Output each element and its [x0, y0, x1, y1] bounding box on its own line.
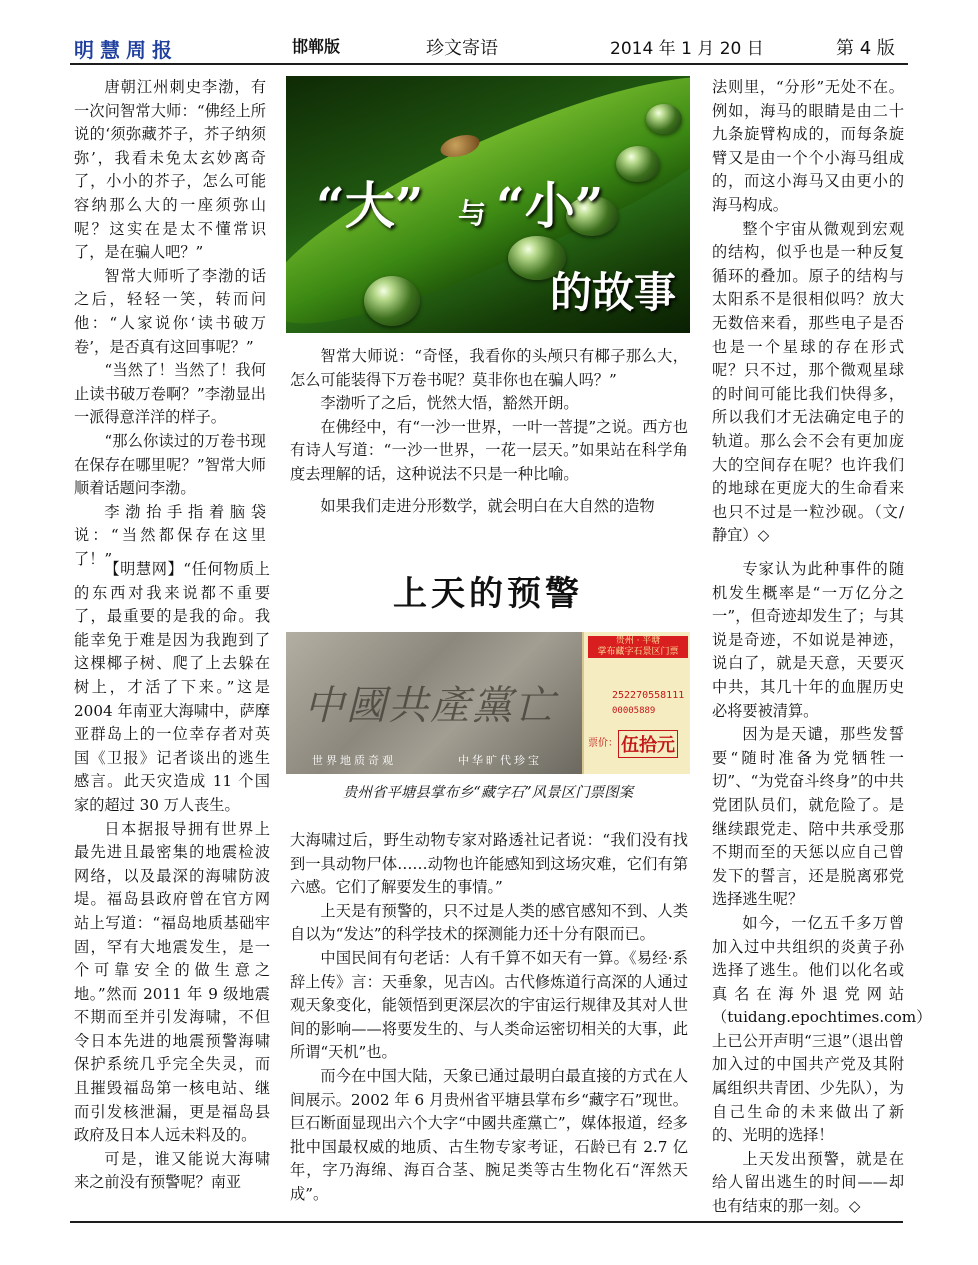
water-drop-icon: [646, 104, 682, 134]
paragraph: 整个宇宙从微观到宏观的结构，似乎也是一种反复循环的叠加。原子的结构与太阳系不是很相似吗？放大无数倍来看，那些电子是否也是一个星球的存在形式呢？只不过，那个微观星球的时间可能比我们快得多，所以我们才无法确定电子的轨道。那么会不会有更加庞大的空间存在呢？也许我们的地球在更庞大的生命看来也只不过是一粒沙砚。（文/静宜）◇: [712, 219, 904, 545]
paragraph: 法则里，“分形”无处不在。例如，海马的眼睛是由二十九条旋臂构成的，而每条旋臂又是由一个个小海马组成的，而这小海马又由更小的海马构成。: [712, 78, 904, 214]
paragraph: “当然了！当然了！我何止读书破万卷啊？”李渤显出一派得意洋洋的样子。: [74, 361, 266, 427]
story1-title-line2: 的故事: [550, 268, 677, 317]
paragraph: 大海啸过后，野生动物专家对路透社记者说：“我们没有找到一具动物尸体……动物也许能感知到这场灾难，它们有第六感。它们了解要发生的事情。”: [290, 831, 688, 897]
ticket-header: [588, 636, 688, 658]
inscribed-rock-image: [286, 632, 582, 774]
ticket-code: 00005889: [612, 706, 656, 716]
paragraph: 李渤抬手指着脑袋说：“当然都保存在这里了！”: [74, 502, 266, 568]
story1-title-part1: “大”: [316, 176, 424, 235]
paragraph: 唐朝江州刺史李渤，有一次问智常大师：“佛经上所说的‘须弥藏芥子，芥子纳须弥’，我看未免太玄妙离奇了，小小的芥子，怎么可能容纳那么大的一座须弥山呢？这实在是太不懂常识了，是在骗人吧？”: [74, 78, 266, 262]
story1-left-column: [74, 76, 266, 571]
paragraph: 在佛经中，有“一沙一世界，一叶一菩提”之说。西方也有诗人写道：“一沙一世界，一花一层天。”如果站在科学角度去理解的话，这种说法不只是一种比喻。: [290, 417, 688, 483]
edition-label: 邯郸版: [292, 37, 341, 56]
ticket-header-line1: 贵州 · 平塘: [615, 636, 661, 646]
entry-ticket-image: [582, 632, 690, 774]
ticket-price-label: 票价：: [588, 738, 618, 749]
story2-left-column: [74, 558, 270, 1195]
paragraph: 上天发出预警，就是在给人留出逃生的时间——却也有结束的那一刻。◇: [712, 1149, 904, 1216]
issue-date: 2014 年 1 月 20 日: [610, 39, 764, 59]
paragraph: “那么你读过的万卷书现在保存在哪里呢？”智常大师顺着话题问李渤。: [74, 431, 266, 498]
story2-photo-caption: 贵州省平塘县掌布乡“藏字石”风景区门票图案: [342, 785, 634, 801]
water-drop-icon: [364, 276, 420, 326]
paragraph: 因为是天谴，那些发誓要“随时准备为党牺牲一切”、“为党奋斗终身”的中共党团队员们，就危险了。是继续跟党走、陪中共承受那不期而至的天惩以应自己曾发下的誓言，还是脱离邪党选择逃生呢？: [712, 725, 904, 909]
ticket-header-line2: 掌布藏字石景区门票: [597, 647, 679, 657]
story1-right-column: [712, 76, 904, 548]
header-rule: [70, 63, 908, 65]
paragraph: 如果我们走进分形数学，就会明白在大自然的造物: [320, 496, 655, 515]
story2-heading: 上天的预警: [393, 574, 583, 614]
story2-right-column: [712, 558, 932, 1219]
rock-inscription: 中國共產黨亡: [304, 683, 556, 729]
story1-title-conj: 与: [458, 197, 487, 230]
paragraph: 中国民间有句老话：人有千算不如天有一算。《易经·系辞上传》言：天垂象，见吉凶。古代修炼道行高深的人通过观天象变化，能领悟到更深层次的宇宙运行规律及其对人世间的影响——将要发生的、与人类命运密切相关的大事，此所谓“天机”也。: [290, 948, 688, 1062]
paragraph: 智常大师听了李渤的话之后，轻轻一笑，转而问他：“人家说你‘读书破万卷’，是否真有这回事呢？”: [74, 266, 266, 356]
story1-title-part2: “小”: [496, 176, 604, 235]
story2-middle-column: [290, 829, 688, 1207]
section-label: 珍文寄语: [426, 38, 498, 59]
paragraph: 李渤听了之后，恍然大悟，豁然开朗。: [320, 394, 579, 413]
ticket-price: 伍拾元: [618, 730, 678, 758]
paragraph: 可是，谁又能说大海啸来之前没有预警呢？南亚: [74, 1149, 270, 1192]
paragraph: 日本据报导拥有世界上最先进且最密集的地震检波网络，以及最深的海啸防波堤。福岛县政府曾在官方网站上写道：“福岛地质基础牢固，罕有大地震发生，是一个可靠安全的做生意之地。”然而 2011 年 9 级地震不期而至并引发海啸，不但令日本先进的地震预警海啸保护系统几乎完全失灵，而且摧毁福岛第一核电站、继而引发核泄漏，更是福岛县政府及日本人远未料及的。: [74, 819, 270, 1145]
footer-rule: [70, 1221, 903, 1223]
ticket-serial: 252270558111: [612, 690, 685, 701]
water-drop-icon: [616, 146, 660, 182]
paragraph: 如今，一亿五千多万曾加入过中共组织的炎黄子孙选择了逃生。他们以化名或真名在海外退党网站（tuidang.epochtimes.com）上已公开声明“三退”（退出曾加入过的中国共产党及其附属组织共青团、少先队），为自己生命的未来做出了新的、光明的选择！: [712, 913, 932, 1145]
story1-photo: [286, 76, 690, 333]
paragraph: 而今在中国大陆，天象已通过最明白最直接的方式在人间展示。2002 年 6 月贵州省平塘县掌布乡“藏字石”现世。巨石断面显现出六个大字“中國共產黨亡”，媒体报道，经多批中国最权威的地质、古生物专家考证，石龄已有 2.7 亿年，字乃海绵、海百合茎、腕足类等古生物化石“浑然天成”。: [290, 1066, 688, 1203]
paragraph: 上天是有预警的，只不过是人类的感官感知不到、人类自以为“发达”的科学技术的探测能力还十分有限而已。: [290, 901, 688, 944]
newspaper-brand: 明慧周报: [74, 38, 178, 62]
paragraph: 【明慧网】“任何物质上的东西对我来说都不重要了，最重要的是我的命。我能幸免于难是因为我跑到了这棵椰子树、爬了上去躲在树上，才活了下来。”这是 2004 年南亚大海啸中，萨摩亚群岛上的一位幸存者对英国《卫报》记者谈出的逃生感言。此天灾造成 11 个国家的超过 30 万人丧生。: [74, 560, 270, 814]
story2-photo: [286, 632, 690, 774]
rock-caption-left: 世界地质奇观: [312, 754, 396, 767]
page-number: 第 4 版: [836, 38, 895, 59]
story1-middle-column: [290, 345, 688, 518]
paragraph: 智常大师说：“奇怪，我看你的头颅只有椰子那么大，怎么可能装得下万卷书呢？莫非你也在骗人吗？”: [290, 347, 688, 389]
rock-caption-right: 中华旷代珍宝: [458, 754, 542, 767]
paragraph: 专家认为此种事件的随机发生概率是“一万亿分之一”，但奇迹却发生了；与其说是奇迹，不如说是神迹，说白了，就是天意，天要灭中共，其几十年的血腥历史必将要被清算。: [712, 560, 904, 720]
